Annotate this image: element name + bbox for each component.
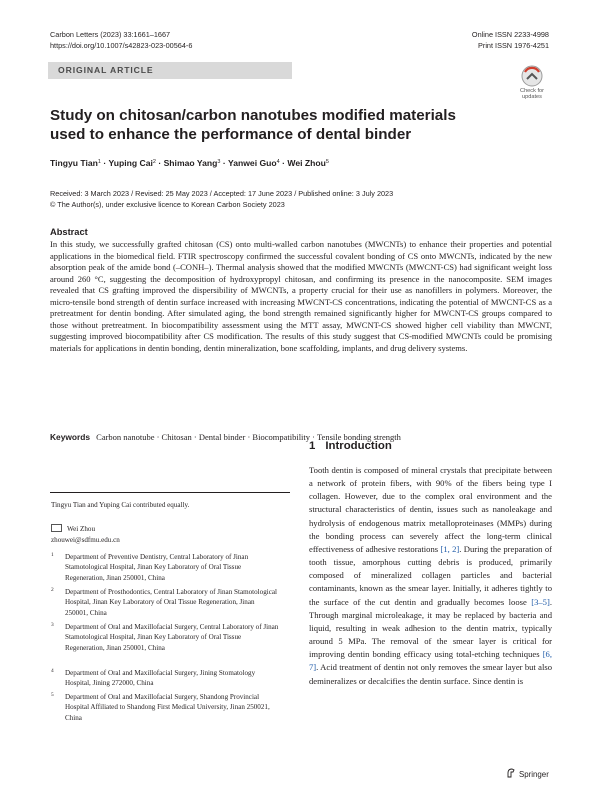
author-separator: · xyxy=(220,158,228,168)
section-title: Introduction xyxy=(325,440,392,452)
publisher-logo xyxy=(506,768,549,779)
intro-text-2: . During the preparation of tooth tissue, amorphous cutting debris is produced, primarily composed of mineralized collagen particles and bacterial contaminants, known as the smear layer. Initially, it adheres tightly to the surface of the cut dentin and gradually becomes loose xyxy=(309,543,552,607)
journal-citation: Carbon Letters (2023) 33:1661–1667 xyxy=(50,30,171,39)
author-affiliation-marker: 1 xyxy=(97,159,101,165)
keywords-list: Carbon nanotube · Chitosan · Dental binder · Biocompatibility · Tensile bonding strength xyxy=(96,432,401,442)
footnote-divider xyxy=(50,492,290,493)
author-name: Yuping Cai xyxy=(108,158,153,168)
corresponding-email[interactable]: zhouwei@sdfmu.edu.cn xyxy=(51,535,120,544)
author-separator: · xyxy=(155,158,164,168)
section-heading-introduction xyxy=(309,440,402,452)
article-title: Study on chitosan/carbon nanotubes modified materials used to enhance the performance of dental binder xyxy=(50,107,456,143)
author-affiliation-marker: 4 xyxy=(276,159,280,165)
affiliation-text: Department of Preventive Dentistry, Central Laboratory of Jinan Stamotological Hospital, Jinan Key Laboratory of Oral Tissue Regeneration, Jinan 250001, China xyxy=(65,553,249,582)
article-type-banner xyxy=(48,62,292,79)
corresponding-author xyxy=(51,523,120,545)
check-badge-line1: Check for xyxy=(520,88,544,94)
article-type-label: ORIGINAL ARTICLE xyxy=(58,65,154,75)
section-number: 1 xyxy=(309,440,316,452)
check-for-updates-badge[interactable] xyxy=(516,65,548,101)
abstract-heading: Abstract xyxy=(50,227,88,237)
intro-text-4: . Acid treatment of dentin not only removes the smear layer but also demineralizes or decalcifies the dentin surface. Since dentin is xyxy=(309,662,552,686)
print-issn: Print ISSN 1976-4251 xyxy=(478,41,549,50)
publisher-name: Springer xyxy=(519,770,549,779)
citation-link[interactable]: [1, 2] xyxy=(440,543,460,554)
doi-link[interactable]: https://doi.org/10.1007/s42823-023-00564-6 xyxy=(50,41,193,50)
citation-link[interactable]: [3–5] xyxy=(531,596,550,607)
springer-horse-icon xyxy=(506,768,516,778)
corresponding-name: Wei Zhou xyxy=(67,525,95,533)
affiliation-text: Department of Oral and Maxillofacial Surgery, Shandong Provincial Hospital Affiliated to Shandong First Medical University, Jinan 250021, China xyxy=(65,693,270,722)
affiliation-number: 4 xyxy=(51,668,54,674)
citation-link[interactable]: [6, 7] xyxy=(309,649,552,673)
contribution-note: Tingyu Tian and Yuping Cai contributed equally. xyxy=(51,501,190,509)
affiliation-text: Department of Oral and Maxillofacial Surgery, Jining Stomatology Hospital, Jining 272000, China xyxy=(65,669,256,688)
intro-text-3: . Through marginal microleakage, it may be replaced by bacteria and liquid, resulting in weak adhesion to the dentin matrix, typically around 5 MPa. The removal of the smear layer is critical for improving dentin bonding efficacy using total-etching techniques xyxy=(309,596,552,660)
keywords-line xyxy=(50,432,550,443)
check-for-updates-icon xyxy=(516,65,548,87)
affiliation-number: 3 xyxy=(51,622,54,628)
check-badge-line2: updates xyxy=(522,94,542,101)
online-issn: Online ISSN 2233-4998 xyxy=(471,30,549,39)
affiliation-number: 5 xyxy=(51,692,54,698)
introduction-paragraph xyxy=(309,464,552,688)
publication-history xyxy=(50,189,530,210)
author-name: Tingyu Tian xyxy=(50,158,98,168)
affiliation-number: 1 xyxy=(51,552,54,558)
author-name: Wei Zhou xyxy=(287,158,326,168)
keywords-label: Keywords xyxy=(50,432,91,442)
affiliation-text: Department of Oral and Maxillofacial Surgery, Central Laboratory of Jinan Stamotological Hospital, Jinan Key Laboratory of Oral Tissue Regeneration, Jinan 250001, China xyxy=(65,623,279,652)
author-affiliation-marker: 3 xyxy=(217,159,221,165)
affiliation-number: 2 xyxy=(51,587,54,593)
author-affiliation-marker: 5 xyxy=(325,159,329,165)
author-affiliation-marker: 2 xyxy=(152,159,156,165)
author-name: Shimao Yang xyxy=(163,158,218,168)
author-separator: · xyxy=(100,158,109,168)
affiliation-text: Department of Prosthodontics, Central Laboratory of Jinan Stamotological Hospital, Jinan Key Laboratory of Oral Tissue Regeneration, Jinan 250001, China xyxy=(65,588,277,617)
history-dates: Received: 3 March 2023 / Revised: 25 May 2023 / Accepted: 17 June 2023 / Published online: 3 July 2023 xyxy=(50,189,394,198)
author-name: Yanwei Guo xyxy=(227,158,277,168)
intro-text-1: Tooth dentin is composed of mineral crystals that precipitate between a network of protein fibers, with 90% of the fibers being type I collagen. However, due to the complex oral environment and the structural characteristics of dentin, issues such as nanoleakage and hydrolysis of endogenous matrix metalloproteinases (MMPs) during the bonding process can severely affect the long-term clinical effectiveness of adhesive restorations xyxy=(309,465,552,554)
envelope-icon xyxy=(51,524,62,532)
abstract-text: In this study, we successfully grafted chitosan (CS) onto multi-walled carbon nanotubes (MWCNTs) to enhance their properties and potential applications in the biomedical field. FTIR spectroscopy confirmed the successful covalent bonding of CS onto MWCNTs, indicated by the new absorption peak of the amide bond (–CONH–). Thermal analysis showed that the modified MWCNTs (MWCNT-CS) had significant weight loss around 260 °C, suggesting the decomposition of hydroxypropyl chitosan, and confirming its presence in the nanocomposite. SEM images revealed that CS grafting improved the dispersibility of MWCNTs, a property crucial for their use as nanofillers in polymers. Moreover, the micro-tensile bond strength of dentin surface increased with increasing MWCNT-CS concentrations, indicating the potential of MWCNT-CS as a pretreatment for dentin bonding. After simulated aging, the bond strength remained significantly higher for MWCNT-CS groups compared to those without pretreatment. In biocompatibility assessment using the MTT assay, MWCNT-CS showed higher cell viability than MWCNT, suggesting improved biocompatibility after CS modification. The results of this study suggest that CS-modified MWCNTs could be promising materials for applications in dentin bonding, dentin mineralization, bone scaffolding, implants, and drug delivery systems. xyxy=(50,239,552,353)
copyright-line: © The Author(s), under exclusive licence to Korean Carbon Society 2023 xyxy=(50,199,285,209)
author-list xyxy=(50,157,329,169)
author-separator: · xyxy=(279,158,288,168)
